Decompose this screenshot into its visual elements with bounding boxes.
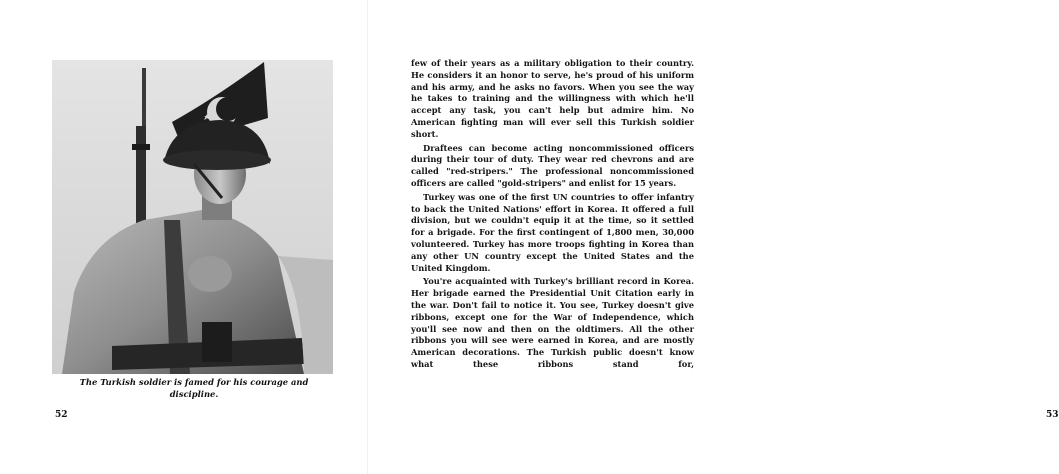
paragraph: Draftees can become acting noncommissioned officers during their tour of duty. They wear red chevrons and are called "red-stripers." The professional noncommissioned officers are called "gold-stripers" and enlist for 15 years. — [411, 142, 694, 188]
page-number-left: 52 — [55, 410, 68, 420]
soldier-photograph — [52, 60, 333, 374]
paragraph: few of their years as a military obligation to their country. He considers it an honor to serve, he's proud of his uniform and his army, and he asks no favors. When you see the way he takes to training and the willingness with which he'll accept any task, you can't help but admire him. No American fighting man will ever sell this Turkish soldier short. — [411, 58, 694, 139]
left-page — [0, 0, 368, 474]
paragraph: You're acquainted with Turkey's brilliant record in Korea. Her brigade earned the Presidential Unit Citation early in the war. Don't fail to notice it. You see, Turkey doesn't give ribbons, except one for the War of Independence, which you'll see now and then on the oldtimers. All the other ribbons you will see were earned in Korea, and are mostly American decorations. The Turkish public doesn't know what these ribbons stand for, — [411, 276, 694, 369]
photo-caption: The Turkish soldier is famed for his courage and discipline. — [79, 377, 309, 399]
paragraph: Turkey was one of the first UN countries to offer infantry to back the United Nations' effort in Korea. It offered a full division, but we couldn't equip it at the time, so it settled for a brigade. For the first contingent of 1,800 men, 30,000 volunteered. Turkey has more troops fighting in Korea than any other UN country except the United States and the United Kingdom. — [411, 191, 694, 273]
body-text — [411, 58, 694, 371]
page-number-right: 53 — [1046, 410, 1059, 420]
